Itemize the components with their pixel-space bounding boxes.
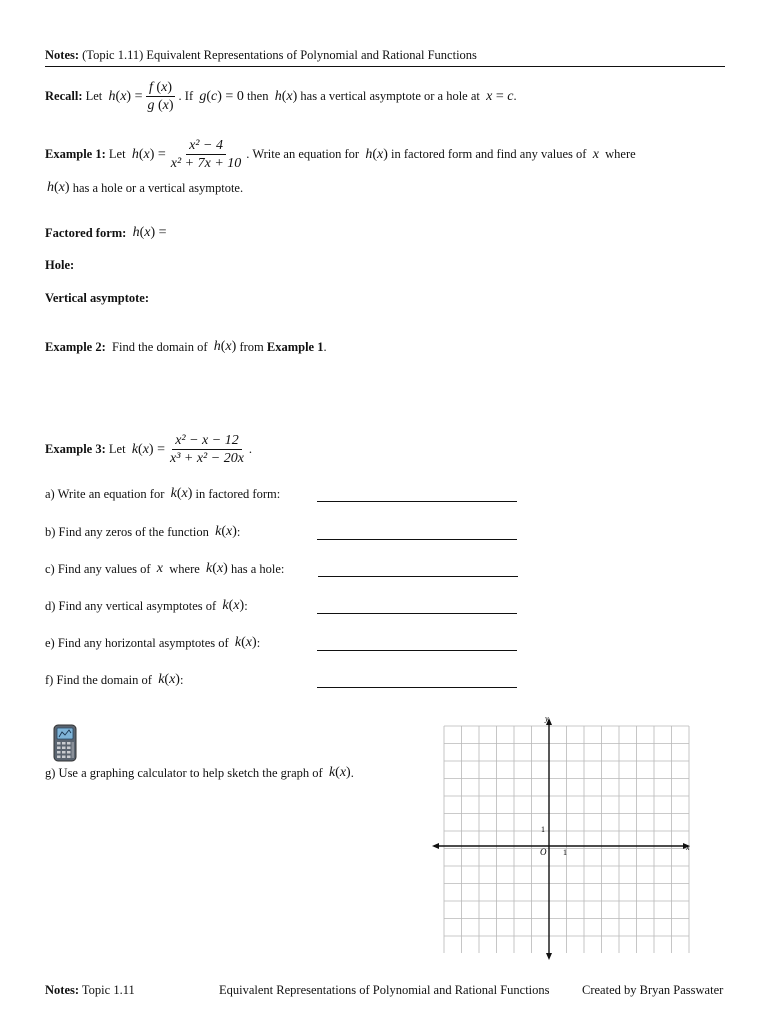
origin-label: O: [540, 847, 547, 857]
x-axis-label: x: [686, 843, 690, 852]
recall-mid: has a vertical asymptote or a hole at: [300, 89, 480, 103]
example1-let: Let: [108, 147, 126, 161]
header-title: (Topic 1.11) Equivalent Representations of Polynomial and Rational Functions: [82, 48, 477, 62]
part-c-mid: where: [169, 561, 200, 576]
part-f-end: :: [179, 672, 184, 687]
part-c-k: k(x): [206, 561, 228, 576]
part-c-text: c) Find any values of: [45, 561, 151, 576]
recall-end: .: [513, 89, 517, 103]
example1-label: Example 1:: [45, 147, 106, 161]
factored-form-line: [45, 225, 167, 241]
recall-h-of-x: h(x) =: [108, 88, 143, 104]
example1-fraction: [168, 138, 245, 171]
part-f-k: k(x): [158, 672, 180, 687]
recall-line: [45, 80, 517, 113]
example1-text1: . Write an equation for: [246, 147, 360, 161]
recall-fraction: $\frac{f (x)}{g (x)}$: [147, 80, 174, 113]
answer-blank-f[interactable]: [317, 687, 517, 688]
part-e-end: :: [256, 635, 261, 650]
example1-h2: h(x): [47, 180, 70, 195]
example3-numerator: x² − x − 12: [172, 433, 242, 450]
part-e: [45, 635, 260, 651]
x-axis-arrow-left: [432, 843, 439, 849]
answer-blank-d[interactable]: [317, 613, 517, 614]
recall-x-eq-c: x = c: [486, 88, 514, 104]
example3-label: Example 3:: [45, 442, 106, 456]
example3-end: .: [248, 442, 253, 456]
part-g-text: g) Use a graphing calculator to help sketch the graph of: [45, 765, 323, 780]
part-b-text: b) Find any zeros of the function: [45, 524, 209, 539]
y-axis-arrow-down: [546, 953, 552, 960]
part-b-k: k(x): [215, 524, 237, 539]
recall-label: Recall:: [45, 89, 83, 103]
part-d-text: d) Find any vertical asymptotes of: [45, 598, 217, 613]
example2-h: h(x): [213, 339, 237, 354]
part-c: [45, 561, 284, 577]
example2-text1: Find the domain of: [112, 339, 208, 354]
example1-text4: has a hole or a vertical asymptote.: [72, 180, 244, 195]
grid-lines: [444, 726, 689, 953]
page-header: [45, 48, 477, 63]
footer-notes-label: Notes:: [45, 983, 80, 997]
footer-topic: [45, 983, 135, 998]
example3-let: Let: [108, 442, 126, 456]
example1-h: h(x): [365, 146, 388, 162]
y-axis-label: y: [545, 714, 549, 723]
x-tick-label: 1: [563, 848, 567, 857]
answer-blank-e[interactable]: [317, 650, 517, 651]
factored-form-label: Factored form:: [45, 225, 127, 240]
vertical-asymptote-label: Vertical asymptote:: [45, 291, 150, 305]
graphing-calculator-icon: [52, 724, 78, 762]
example3-fraction: [167, 433, 247, 466]
recall-h: h(x): [274, 88, 298, 104]
example3-denominator: x³ + x² − 20x: [169, 451, 244, 466]
example1-h-of-x: h(x) =: [131, 146, 166, 162]
example1-text2: in factored form and find any values of: [391, 147, 587, 161]
hole-label: Hole:: [45, 258, 75, 272]
part-a: [45, 486, 280, 502]
part-g: [45, 765, 354, 781]
example1-line: [45, 138, 636, 171]
part-c-x: x: [156, 561, 163, 576]
example1-numerator: x² − 4: [186, 138, 226, 155]
part-g-k: k(x): [328, 765, 351, 780]
footer-topic-text: Topic 1.11: [81, 983, 135, 997]
part-f-text: f) Find the domain of: [45, 672, 152, 687]
answer-blank-b[interactable]: [317, 539, 517, 540]
part-a-text: a) Write an equation for: [45, 486, 165, 501]
answer-blank-c[interactable]: [318, 576, 518, 577]
part-d: [45, 598, 248, 614]
recall-condition: g(c) = 0: [199, 88, 244, 104]
footer-author: Created by Bryan Passwater: [582, 983, 724, 997]
part-e-text: e) Find any horizontal asymptotes of: [45, 635, 229, 650]
recall-then: then: [246, 89, 269, 103]
part-a-k: k(x): [170, 486, 193, 501]
example1-line2: [47, 180, 243, 196]
example1-denominator: x² + 7x + 10: [170, 156, 242, 171]
example1-text3: where: [605, 147, 636, 161]
header-rule: [45, 66, 725, 67]
header-notes-label: Notes:: [45, 48, 80, 62]
example2-line: [45, 339, 327, 355]
example3-line: [45, 433, 252, 466]
part-g-end: .: [350, 765, 354, 780]
example2-label: Example 2:: [45, 339, 106, 354]
answer-blank-a[interactable]: [317, 501, 517, 502]
example2-ref: Example 1: [266, 339, 324, 354]
example2-end: .: [323, 339, 327, 354]
part-b-end: :: [236, 524, 241, 539]
factored-form-h: h(x) =: [132, 225, 167, 240]
part-b: [45, 524, 240, 540]
part-f: [45, 672, 183, 688]
part-e-k: k(x): [234, 635, 257, 650]
recall-if: . If: [178, 89, 194, 103]
example3-k-of-x: k(x) =: [131, 441, 165, 457]
part-d-end: :: [244, 598, 248, 613]
example2-text2: from: [239, 339, 264, 354]
part-c-end: has a hole:: [230, 561, 285, 576]
part-a-end: in factored form:: [195, 486, 281, 501]
coordinate-grid[interactable]: [432, 712, 694, 962]
example1-x: x: [592, 146, 599, 162]
part-d-k: k(x): [222, 598, 245, 613]
recall-let: Let: [85, 89, 103, 103]
y-tick-label: 1: [541, 825, 545, 834]
footer-title: Equivalent Representations of Polynomial and Rational Functions: [219, 983, 550, 997]
